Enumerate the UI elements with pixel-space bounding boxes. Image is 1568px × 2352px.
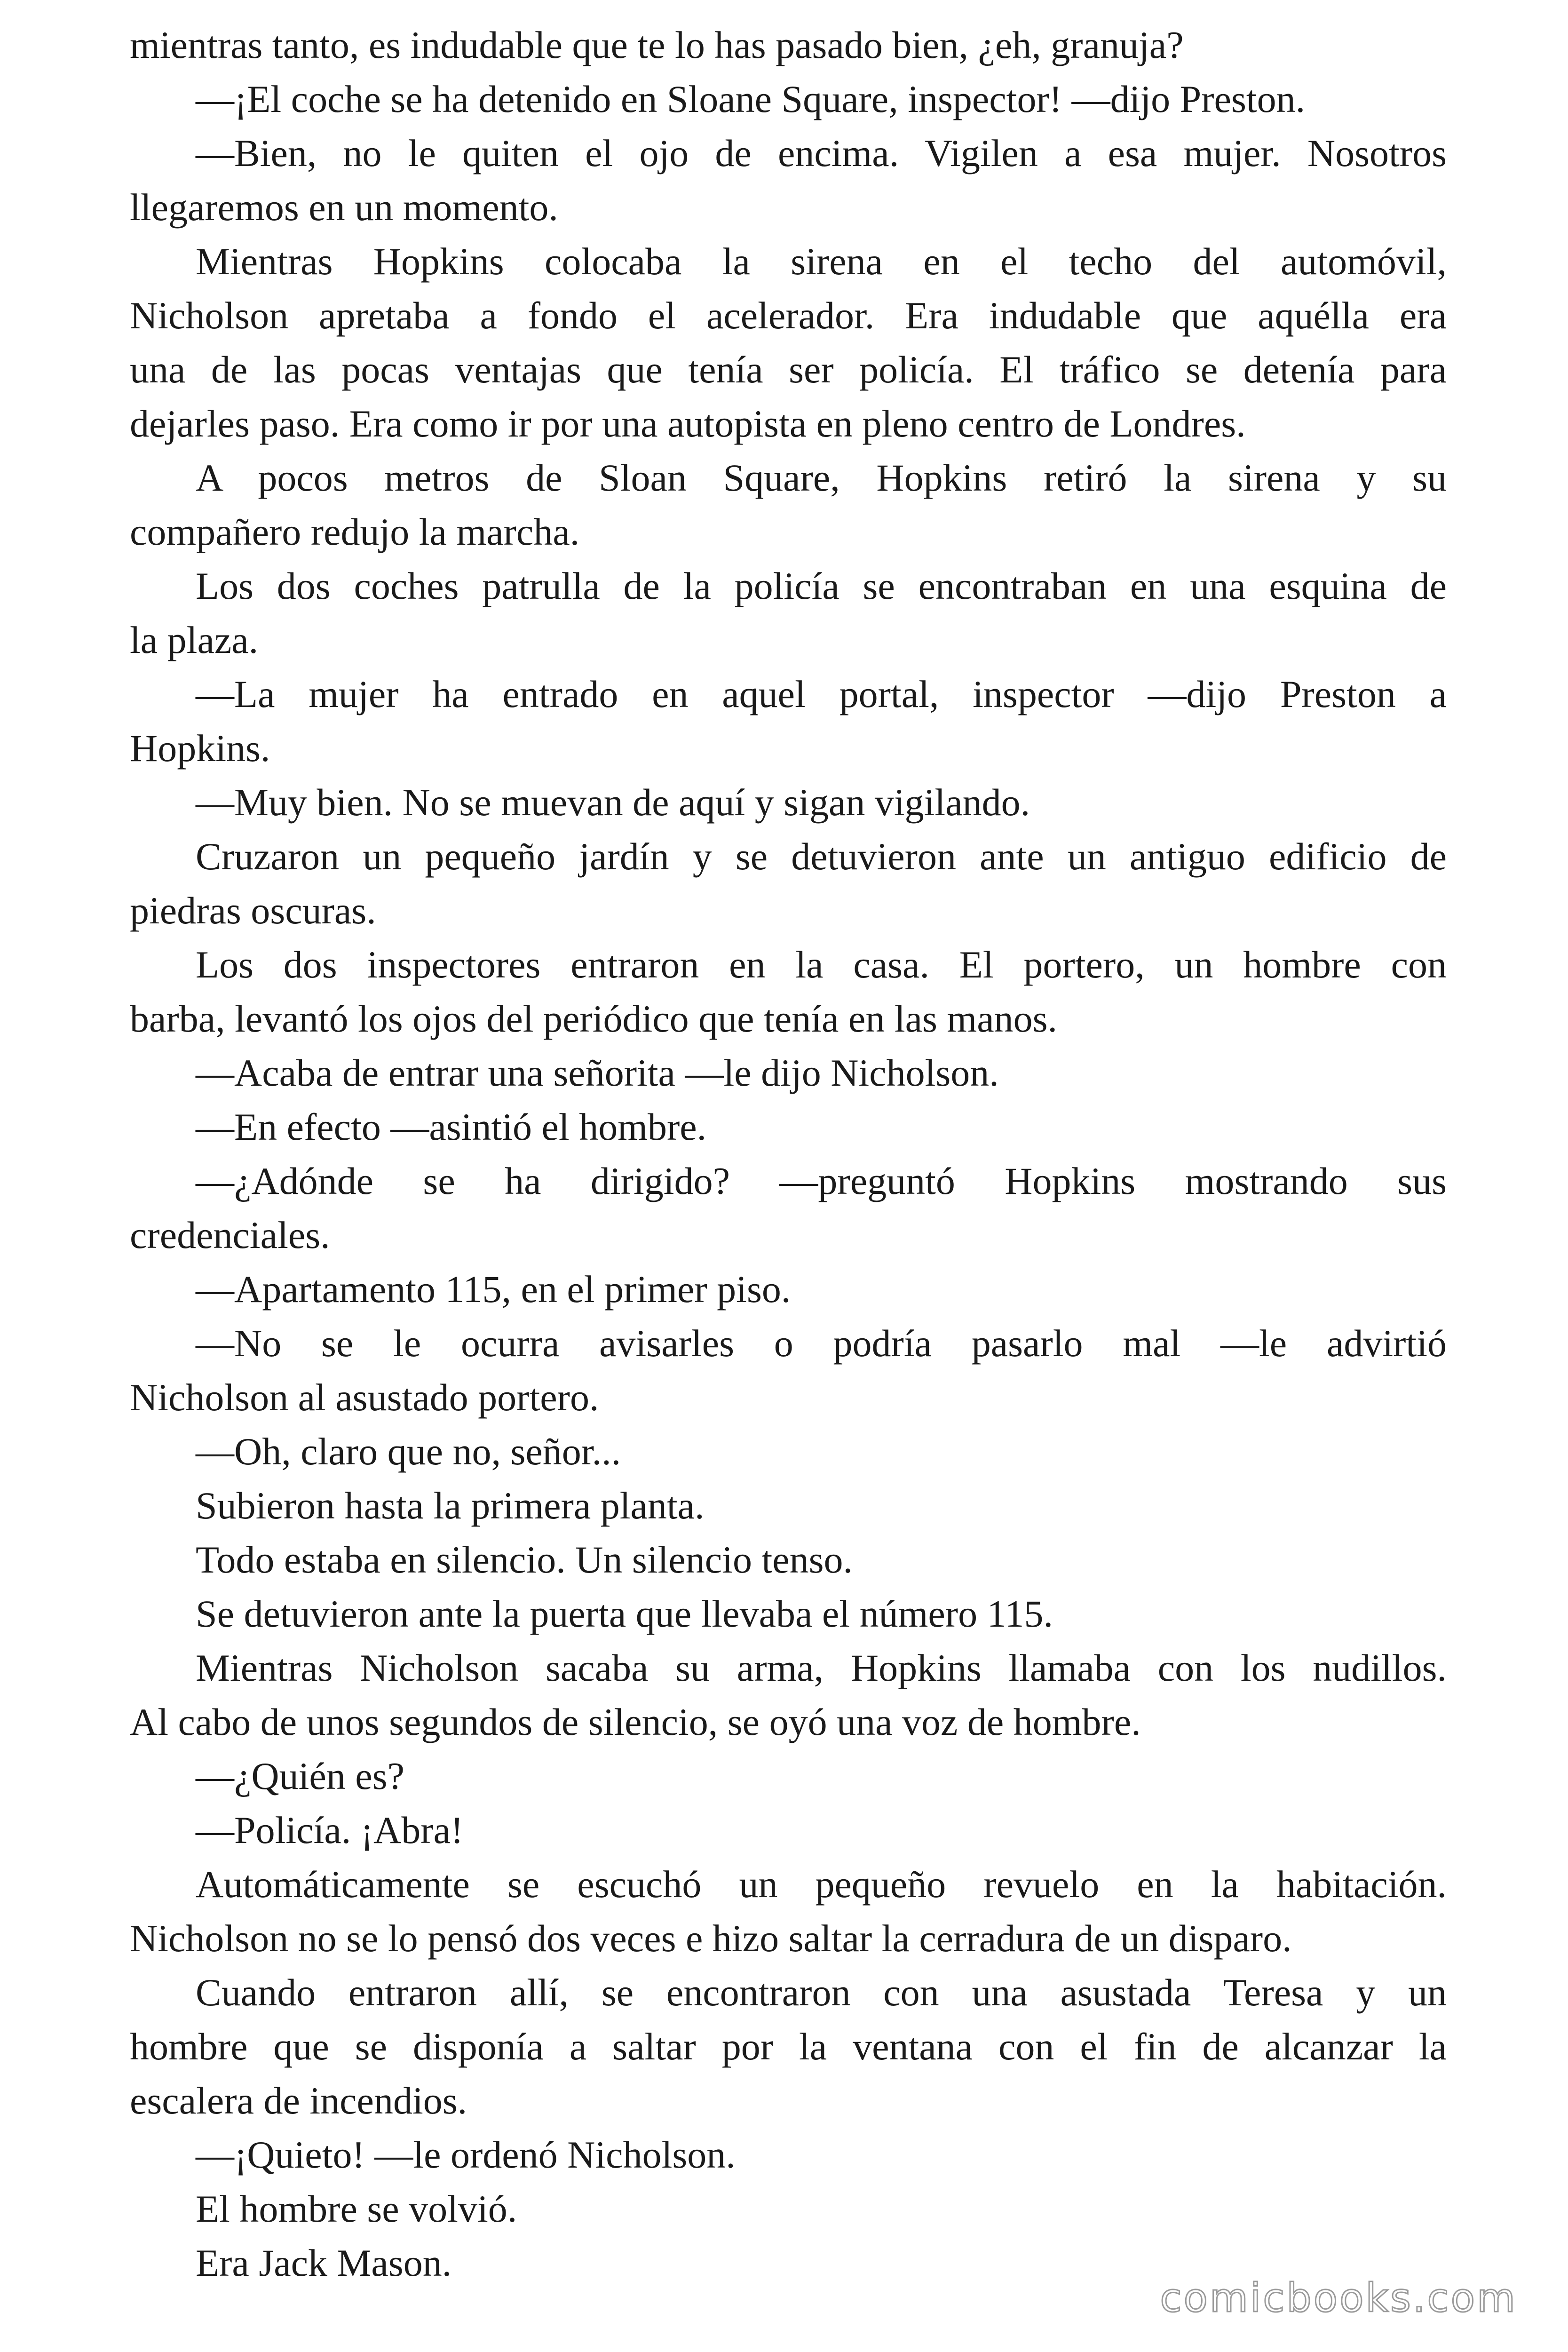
text-line: Mientras Hopkins colocaba la sirena en el techo del automóvil, [196,240,1447,283]
text-line: Mientras Nicholson sacaba su arma, Hopkins llamaba con los nudillos. [196,1646,1447,1689]
text-line: credenciales. [130,1214,330,1256]
book-page-text [130,18,1447,2290]
text-line: la plaza. [130,619,259,661]
text-line: —Apartamento 115, en el primer piso. [196,1268,791,1311]
text-line: Los dos inspectores entraron en la casa. El portero, un hombre con [196,943,1447,986]
text-line: Todo estaba en silencio. Un silencio tenso. [196,1538,853,1581]
text-line: —Policía. ¡Abra! [196,1809,464,1851]
text-line: Automáticamente se escuchó un pequeño revuelo en la habitación. [196,1863,1447,1906]
text-line: barba, levantó los ojos del periódico que tenía en las manos. [130,997,1058,1040]
text-line: —Oh, claro que no, señor... [196,1430,621,1473]
text-line: una de las pocas ventajas que tenía ser policía. El tráfico se detenía para [130,348,1447,391]
text-line: mientras tanto, es indudable que te lo has pasado bien, ¿eh, granuja? [130,24,1184,66]
text-line: —No se le ocurra avisarles o podría pasarlo mal —le advirtió [196,1322,1447,1365]
text-line: hombre que se disponía a saltar por la ventana con el fin de alcanzar la [130,2025,1447,2068]
text-line: El hombre se volvió. [196,2187,517,2230]
text-line: compañero redujo la marcha. [130,510,580,553]
text-line: Cuando entraron allí, se encontraron con una asustada Teresa y un [196,1971,1447,2014]
text-line: Nicholson al asustado portero. [130,1376,599,1419]
text-line: escalera de incendios. [130,2079,467,2122]
text-line: —Acaba de entrar una señorita —le dijo Nicholson. [196,1051,999,1094]
text-line: Nicholson no se lo pensó dos veces e hizo saltar la cerradura de un disparo. [130,1917,1292,1960]
text-line: Nicholson apretaba a fondo el acelerador. Era indudable que aquélla era [130,294,1447,337]
text-line: Los dos coches patrulla de la policía se encontraban en una esquina de [196,564,1447,607]
text-line: —¿Quién es? [196,1755,404,1797]
watermark: comicbooks.com [1160,2275,1517,2321]
text-line: —En efecto —asintió el hombre. [196,1105,707,1148]
text-line: llegaremos en un momento. [130,186,558,229]
text-line: Al cabo de unos segundos de silencio, se oyó una voz de hombre. [130,1700,1141,1743]
text-line: Subieron hasta la primera planta. [196,1484,705,1527]
text-line: piedras oscuras. [130,889,376,932]
text-line: Se detuvieron ante la puerta que llevaba el número 115. [196,1592,1053,1635]
text-line: A pocos metros de Sloan Square, Hopkins retiró la sirena y su [196,456,1447,499]
text-line: Cruzaron un pequeño jardín y se detuvieron ante un antiguo edificio de [196,835,1447,878]
text-line: —¡Quieto! —le ordenó Nicholson. [196,2133,736,2176]
text-line: Era Jack Mason. [196,2241,452,2284]
text-line: dejarles paso. Era como ir por una autopista en pleno centro de Londres. [130,402,1246,445]
text-line: Hopkins. [130,727,270,770]
text-line: —¿Adónde se ha dirigido? —preguntó Hopkins mostrando sus [196,1160,1447,1202]
text-line: —¡El coche se ha detenido en Sloane Square, inspector! —dijo Preston. [196,78,1306,120]
text-line: —La mujer ha entrado en aquel portal, inspector —dijo Preston a [196,673,1447,715]
text-line: —Muy bien. No se muevan de aquí y sigan vigilando. [196,781,1030,824]
text-line: —Bien, no le quiten el ojo de encima. Vigilen a esa mujer. Nosotros [196,132,1447,175]
